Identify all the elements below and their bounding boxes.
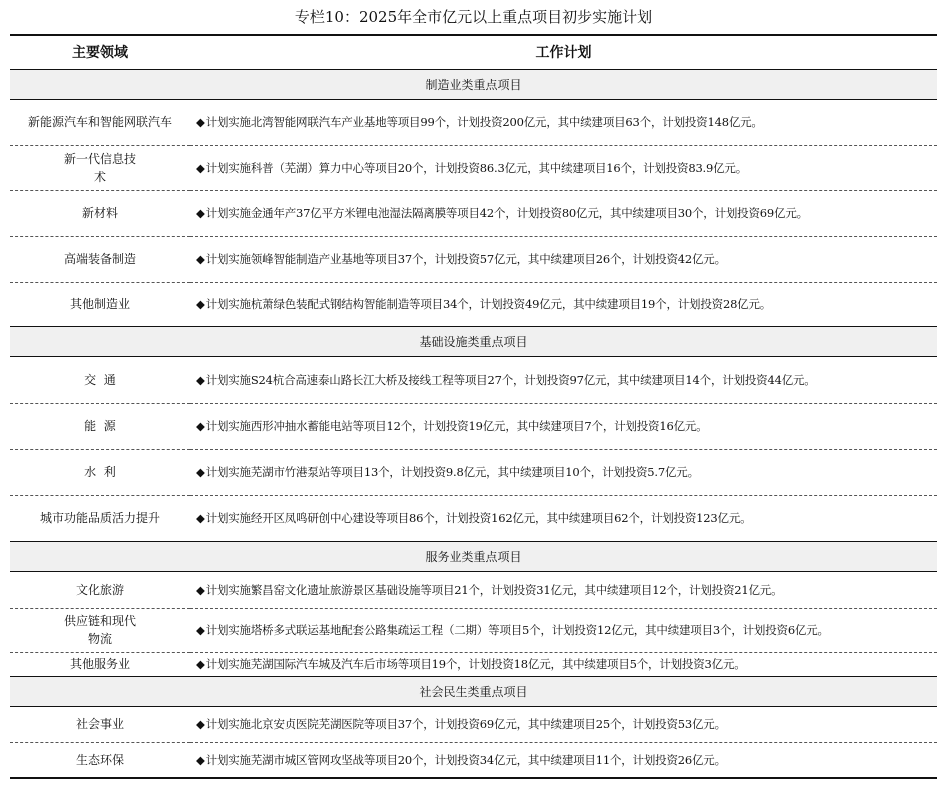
plan-cell	[190, 608, 937, 652]
area-cell: 其他制造业	[10, 282, 190, 326]
bullet-icon: ◆	[196, 252, 205, 266]
table-row	[10, 356, 937, 403]
section-title: 基础设施类重点项目	[10, 326, 937, 356]
section-title: 社会民生类重点项目	[10, 676, 937, 706]
table-title: 专栏10：2025年全市亿元以上重点项目初步实施计划	[294, 8, 653, 26]
area-cell: 新材料	[10, 190, 190, 236]
plan-cell	[190, 282, 937, 326]
bullet-icon: ◆	[196, 465, 205, 479]
header-row	[10, 35, 937, 69]
area-cell: 文化旅游	[10, 571, 190, 608]
bullet-icon: ◆	[196, 752, 205, 767]
table-row	[10, 706, 937, 742]
plan-cell	[190, 449, 937, 495]
plan-cell	[190, 706, 937, 742]
plan-cell	[190, 571, 937, 608]
plan-text: 计划实施杭萧绿色装配式钢结构智能制造等项目34个，计划投资49亿元，其中续建项目19个，计划投资28亿元。	[205, 297, 772, 311]
bullet-icon: ◆	[196, 582, 205, 597]
bullet-icon: ◆	[196, 717, 205, 731]
area-cell: 生态环保	[10, 742, 190, 778]
plan-text: 计划实施塔桥多式联运基地配套公路集疏运工程（二期）等项目5个，计划投资12亿元，其中续建项目3个，计划投资6亿元。	[205, 623, 829, 637]
area-cell: 能 源	[10, 403, 190, 449]
area-cell: 供应链和现代物流	[10, 608, 190, 652]
plan-text: 计划实施科普（芜湖）算力中心等项目20个，计划投资86.3亿元，其中续建项目16个，计划投资83.9亿元。	[205, 160, 748, 175]
section-title: 制造业类重点项目	[10, 69, 937, 99]
area-cell: 其他服务业	[10, 652, 190, 676]
bullet-icon: ◆	[196, 657, 205, 671]
table-row	[10, 608, 937, 652]
table-row	[10, 495, 937, 541]
bullet-icon: ◆	[196, 372, 205, 387]
table-row	[10, 190, 937, 236]
table-row	[10, 145, 937, 190]
header-work-plan: 工作计划	[190, 35, 937, 69]
plan-cell	[190, 236, 937, 282]
bullet-icon: ◆	[196, 623, 205, 637]
area-cell: 新一代信息技术	[10, 145, 190, 190]
section-row	[10, 69, 937, 99]
table-row	[10, 742, 937, 778]
section-row	[10, 326, 937, 356]
section-row	[10, 676, 937, 706]
plan-text: 计划实施芜湖国际汽车城及汽车后市场等项目19个，计划投资18亿元，其中续建项目5个，计划投资3亿元。	[205, 657, 746, 671]
table-row	[10, 571, 937, 608]
plan-text: 计划实施S24杭合高速泰山路长江大桥及接线工程等项目27个，计划投资97亿元，其中续建项目14个，计划投资44亿元。	[205, 372, 816, 387]
bullet-icon: ◆	[196, 419, 205, 433]
bullet-icon: ◆	[196, 115, 205, 129]
table-row	[10, 282, 937, 326]
plan-cell	[190, 742, 937, 778]
table-row	[10, 403, 937, 449]
plan-text: 计划实施芜湖市竹港泵站等项目13个，计划投资9.8亿元，其中续建项目10个，计划投资5.7亿元。	[205, 465, 699, 479]
plan-cell	[190, 495, 937, 541]
bullet-icon: ◆	[196, 297, 205, 311]
header-main-area: 主要领域	[10, 35, 190, 69]
plan-text: 计划实施芜湖市城区管网攻坚战等项目20个，计划投资34亿元，其中续建项目11个，计划投资26亿元。	[205, 752, 726, 767]
plan-text: 计划实施领峰智能制造产业基地等项目37个，计划投资57亿元，其中续建项目26个，计划投资42亿元。	[205, 252, 726, 266]
plan-text: 计划实施繁昌窑文化遗址旅游景区基础设施等项目21个，计划投资31亿元，其中续建项目12个，计划投资21亿元。	[205, 582, 783, 597]
area-cell: 社会事业	[10, 706, 190, 742]
area-cell: 城市功能品质活力提升	[10, 495, 190, 541]
section-title: 服务业类重点项目	[10, 541, 937, 571]
plan-text: 计划实施北湾智能网联汽车产业基地等项目99个，计划投资200亿元，其中续建项目63个，计划投资148亿元。	[205, 115, 763, 129]
plan-cell	[190, 99, 937, 145]
bullet-icon: ◆	[196, 206, 205, 220]
plan-text: 计划实施西形冲抽水蓄能电站等项目12个，计划投资19亿元，其中续建项目7个，计划投资16亿元。	[205, 419, 708, 433]
section-row	[10, 541, 937, 571]
area-cell: 交 通	[10, 356, 190, 403]
table-row	[10, 236, 937, 282]
area-cell: 新能源汽车和智能网联汽车	[10, 99, 190, 145]
table-row	[10, 99, 937, 145]
plan-table	[10, 34, 937, 779]
bullet-icon: ◆	[196, 511, 205, 525]
table-row	[10, 449, 937, 495]
plan-text: 计划实施北京安贞医院芜湖医院等项目37个，计划投资69亿元，其中续建项目25个，计划投资53亿元。	[205, 717, 726, 731]
plan-text: 计划实施金通年产37亿平方米锂电池湿法隔离膜等项目42个，计划投资80亿元，其中续建项目30个，计划投资69亿元。	[205, 206, 808, 220]
bullet-icon: ◆	[196, 160, 205, 175]
table-row	[10, 652, 937, 676]
area-cell: 高端装备制造	[10, 236, 190, 282]
area-cell: 水 利	[10, 449, 190, 495]
plan-cell	[190, 145, 937, 190]
plan-cell	[190, 652, 937, 676]
plan-cell	[190, 403, 937, 449]
plan-text: 计划实施经开区凤鸣研创中心建设等项目86个，计划投资162亿元，其中续建项目62个，计划投资123亿元。	[205, 511, 752, 525]
plan-cell	[190, 190, 937, 236]
plan-cell	[190, 356, 937, 403]
